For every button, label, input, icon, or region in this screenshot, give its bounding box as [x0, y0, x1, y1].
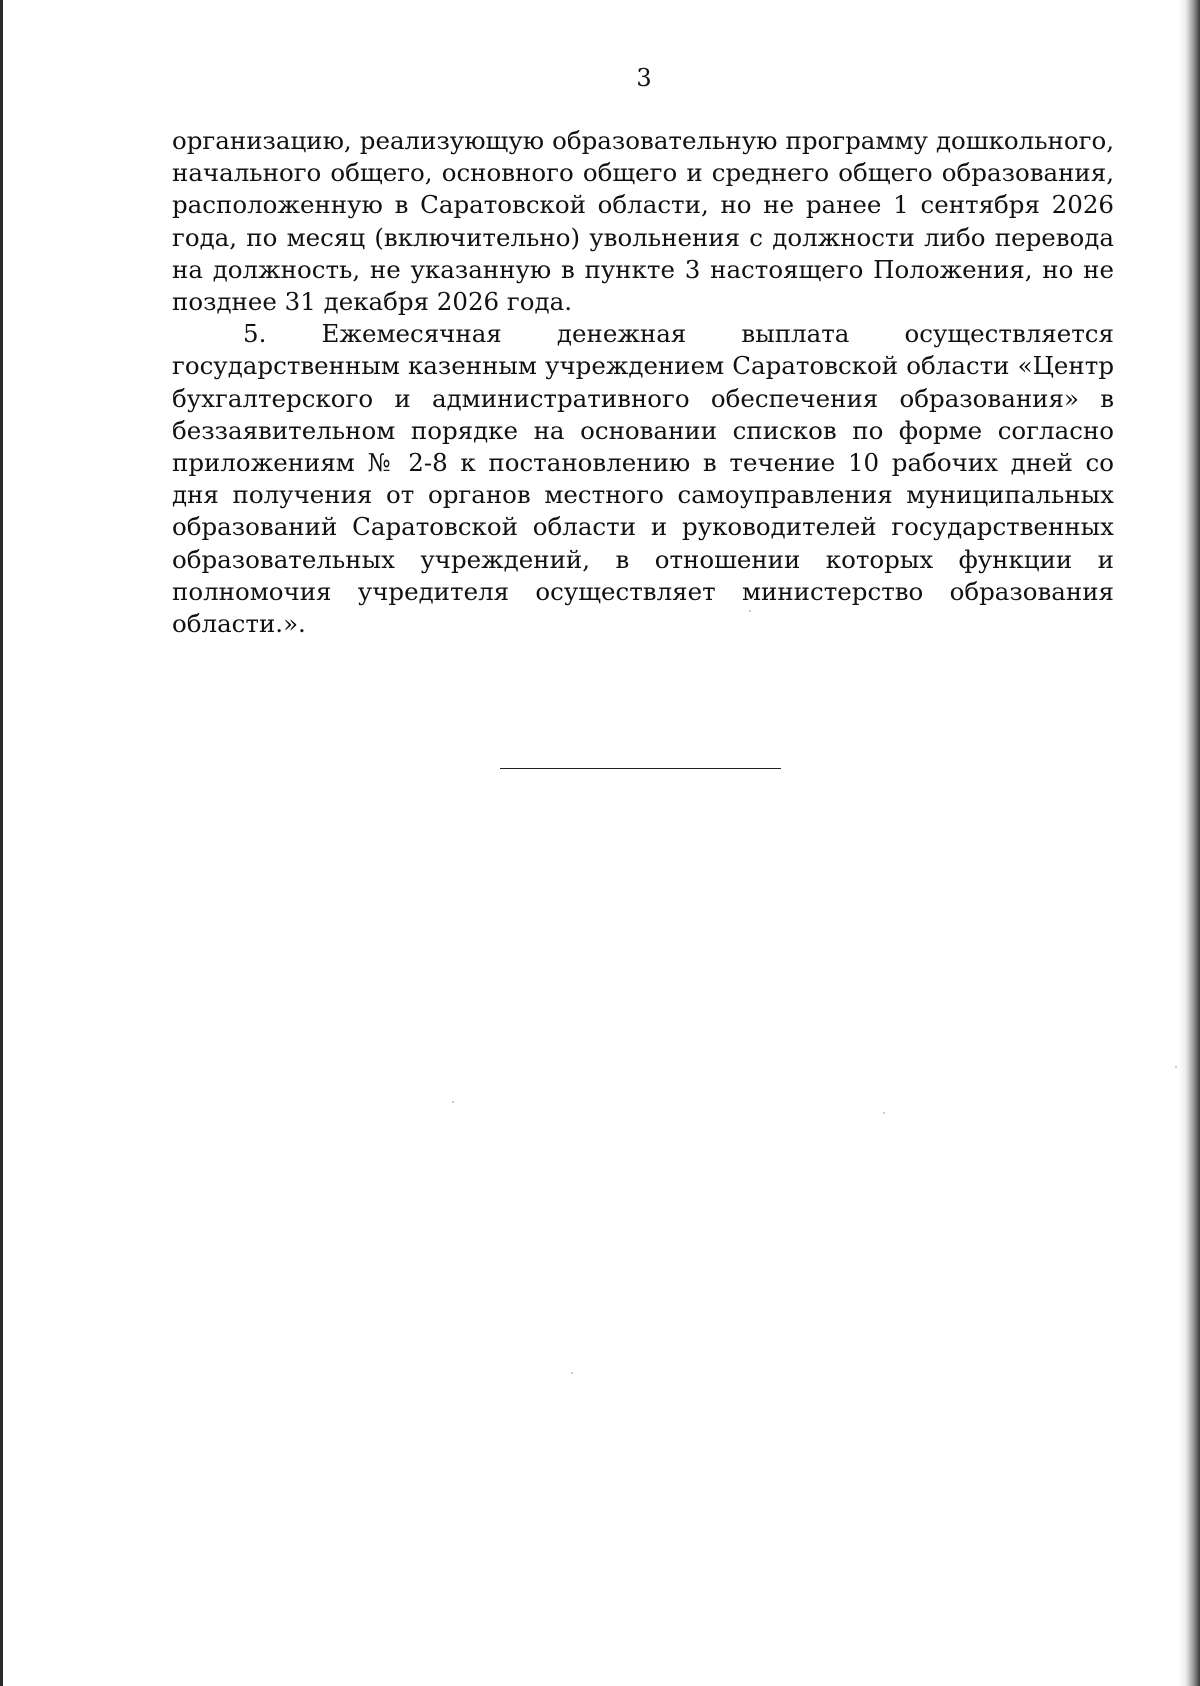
paragraph-continuation: организацию, реализующую образовательную программу дошкольного, начального общего, основного общего и среднего общего образования, расположенную в Саратовской области, но не ранее 1 сентября 2026 года, по месяц (включительно) увольнения с должности либо перевода на должность, не указанную в пункте 3 настоящего Положения, но не позднее 31 декабря 2026 года.	[172, 126, 1114, 317]
closing-separator-line	[500, 768, 781, 769]
paragraph-item-5: 5. Ежемесячная денежная выплата осуществляется государственным казенным учреждением Саратовской области «Центр бухгалтерского и административного обеспечения образования» в беззаявительном порядке на основании списков по форме согласно приложениям № 2-8 к постановлению в течение 10 рабочих дней со дня получения от органов местного самоуправления муниципальных образований Саратовской области и руководителей государственных образовательных учреждений, в отношении которых функции и полномочия учредителя осуществляет министерство образования области.».	[172, 319, 1114, 639]
document-body	[172, 125, 1114, 640]
scan-edge-shadow	[1178, 0, 1200, 1686]
scan-speck	[883, 1112, 885, 1114]
page-number: 3	[636, 64, 652, 92]
scan-speck	[571, 1372, 573, 1374]
scan-speck	[1175, 1066, 1177, 1068]
scan-speck	[749, 610, 751, 612]
scan-speck	[452, 1101, 454, 1103]
